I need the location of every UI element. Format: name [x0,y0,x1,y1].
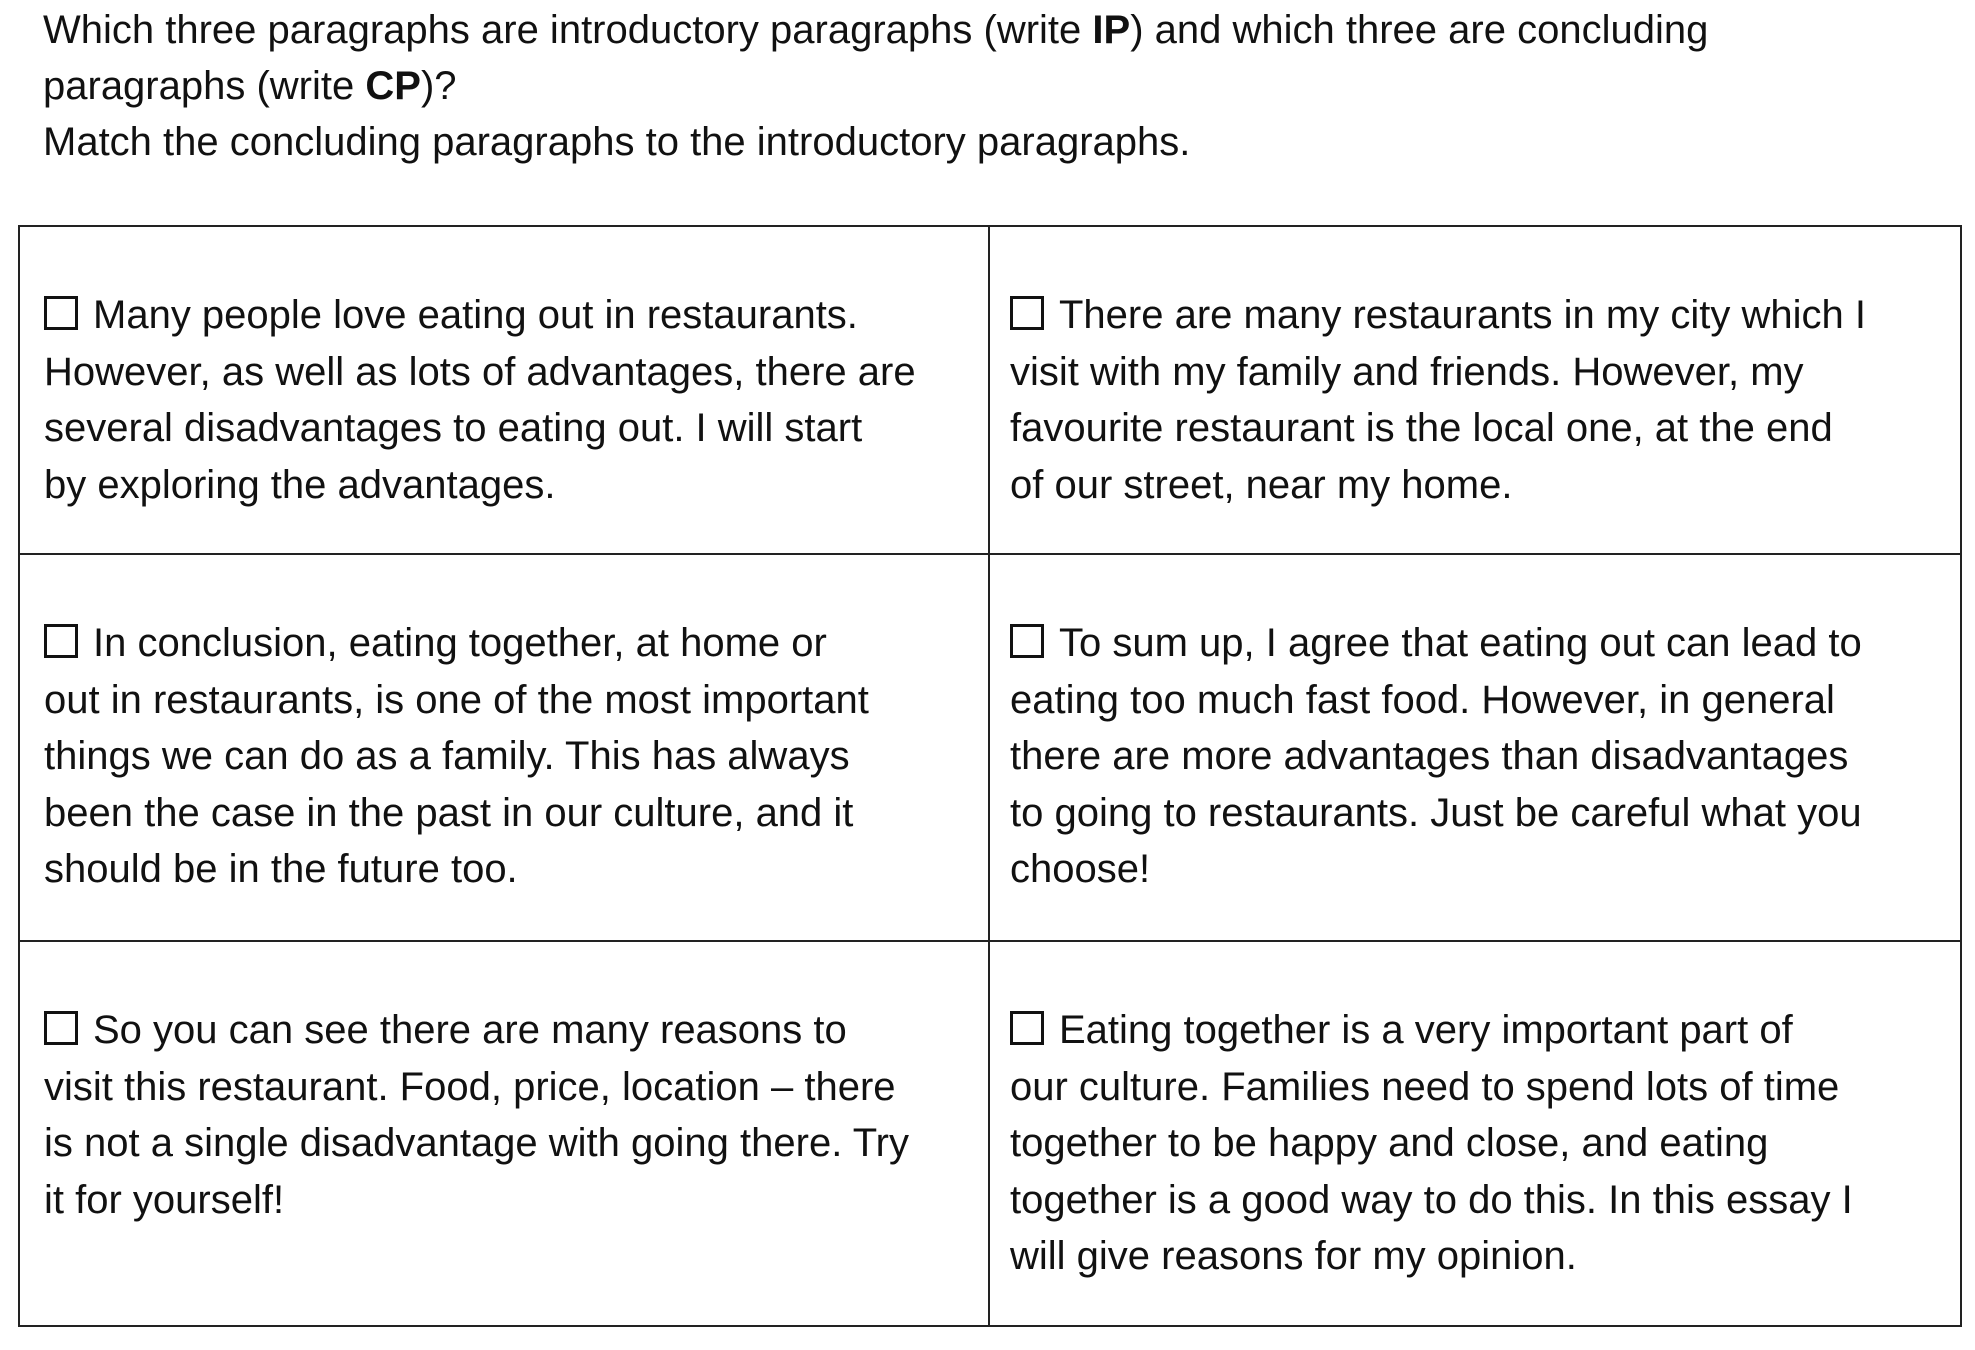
instructions [43,2,1923,170]
instruction-line-2: paragraphs (write CP)? [43,64,457,108]
checkbox-paragraph-5[interactable] [44,1011,78,1045]
paragraph-4-line-5: choose! [1010,847,1151,891]
paragraph-cell-4 [990,555,1960,942]
paragraph-6-line-2: our culture. Families need to spend lots of time [1010,1064,1840,1109]
paragraph-3-line-3: things we can do as a family. This has always [44,734,850,778]
paragraph-2-line-3: favourite restaurant is the local one, at the end [1010,406,1833,450]
paragraph-6-line-5: will give reasons for my opinion. [1010,1234,1577,1278]
paragraph-grid [18,225,1962,1327]
paragraph-4-line-4: to going to restaurants. Just be careful what you [1010,790,1862,835]
cp-label: CP [365,64,421,108]
paragraph-3-line-2: out in restaurants, is one of the most important [44,677,869,722]
paragraph-6-line-3: together to be happy and close, and eating [1010,1121,1769,1165]
paragraph-1-line-2: However, as well as lots of advantages, there are [44,349,916,394]
paragraph-1-line-1: Many people love eating out in restaurants. [93,293,858,337]
paragraph-2-line-1: There are many restaurants in my city which I [1059,293,1866,337]
paragraph-4-line-1: To sum up, I agree that eating out can lead to [1059,621,1862,665]
paragraph-cell-2 [990,227,1960,555]
checkbox-paragraph-1[interactable] [44,296,78,330]
paragraph-3-line-1: In conclusion, eating together, at home or [93,621,827,665]
paragraph-cell-3 [20,555,990,942]
paragraph-2-line-4: of our street, near my home. [1010,462,1513,507]
checkbox-paragraph-4[interactable] [1010,624,1044,658]
checkbox-paragraph-2[interactable] [1010,296,1044,330]
paragraph-5-line-2: visit this restaurant. Food, price, location – there [44,1064,896,1109]
paragraph-1-line-3: several disadvantages to eating out. I will start [44,406,863,450]
paragraph-2-line-2: visit with my family and friends. However, my [1010,349,1804,394]
paragraph-6-line-1: Eating together is a very important part of [1059,1008,1793,1052]
paragraph-cell-1 [20,227,990,555]
paragraph-4-line-2: eating too much fast food. However, in general [1010,677,1835,722]
instruction-line-3: Match the concluding paragraphs to the introductory paragraphs. [43,120,1191,164]
instruction-line-1: Which three paragraphs are introductory paragraphs (write IP) and which three are concluding [43,8,1709,52]
paragraph-1-line-4: by exploring the advantages. [44,462,556,507]
paragraph-5-line-1: So you can see there are many reasons to [93,1008,847,1052]
paragraph-cell-5 [20,942,990,1325]
paragraph-5-line-4: it for yourself! [44,1177,285,1222]
checkbox-paragraph-6[interactable] [1010,1011,1044,1045]
ip-label: IP [1092,8,1131,52]
paragraph-6-line-4: together is a good way to do this. In this essay I [1010,1177,1853,1222]
paragraph-cell-6 [990,942,1960,1325]
paragraph-4-line-3: there are more advantages than disadvantages [1010,734,1849,778]
paragraph-5-line-3: is not a single disadvantage with going there. Try [44,1121,909,1165]
checkbox-paragraph-3[interactable] [44,624,78,658]
paragraph-3-line-5: should be in the future too. [44,847,518,891]
paragraph-3-line-4: been the case in the past in our culture, and it [44,790,854,835]
